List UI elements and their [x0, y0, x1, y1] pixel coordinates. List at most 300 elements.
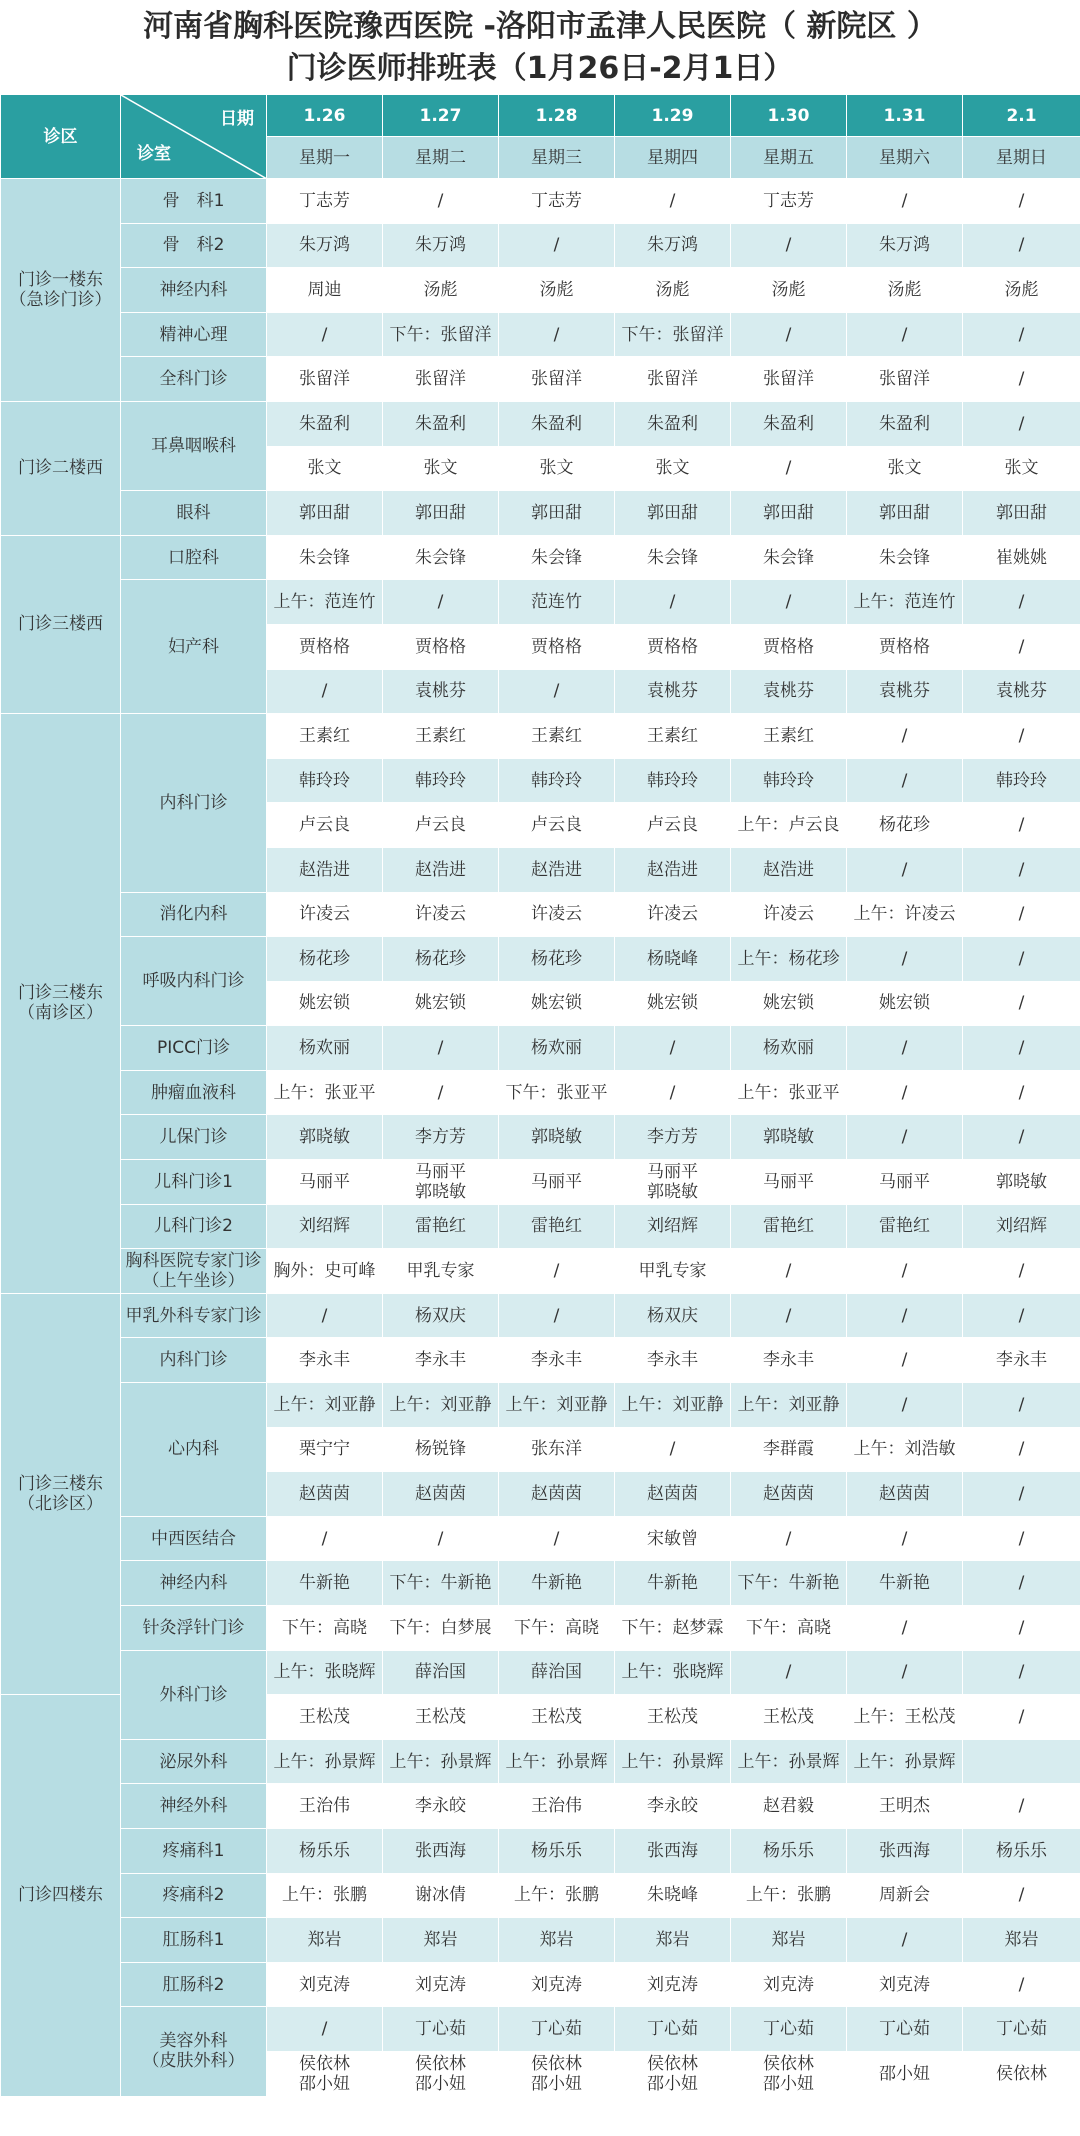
schedule-cell: 马丽平 — [731, 1160, 847, 1205]
schedule-cell: 王松茂 — [383, 1695, 499, 1740]
table-row — [1, 1962, 1080, 2007]
schedule-cell: 上午：张鹏 — [499, 1873, 615, 1918]
schedule-cell: 郭晓敏 — [499, 1115, 615, 1160]
schedule-cell: 丁心茹 — [963, 2007, 1080, 2052]
schedule-cell: 杨晓峰 — [615, 937, 731, 982]
schedule-cell: 下午：高晓 — [499, 1606, 615, 1651]
table-row — [1, 1070, 1080, 1115]
schedule-cell: 杨乐乐 — [499, 1828, 615, 1873]
zone-label: 门诊三楼西 — [1, 535, 121, 713]
schedule-cell: 赵浩进 — [615, 847, 731, 892]
schedule-cell: 朱盈利 — [615, 401, 731, 446]
table-row — [1, 937, 1080, 982]
schedule-cell: 朱会锋 — [499, 535, 615, 580]
department-label: 内科门诊 — [121, 1338, 267, 1383]
date-axis-label: 日期 — [220, 109, 254, 129]
schedule-cell: / — [963, 1962, 1080, 2007]
table-row — [1, 535, 1080, 580]
schedule-cell: 李永皎 — [383, 1784, 499, 1829]
schedule-cell: 汤彪 — [499, 268, 615, 313]
schedule-cell: / — [731, 446, 847, 491]
schedule-cell: 汤彪 — [847, 268, 963, 313]
schedule-cell: 上午：刘亚静 — [615, 1383, 731, 1428]
schedule-cell: 朱万鸿 — [847, 223, 963, 268]
schedule-cell: 郑岩 — [963, 1918, 1080, 1963]
schedule-cell: 卢云良 — [499, 803, 615, 848]
table-row — [1, 268, 1080, 313]
schedule-cell: 姚宏锁 — [499, 981, 615, 1026]
schedule-cell: 赵茵茵 — [615, 1472, 731, 1517]
table-row — [1, 1561, 1080, 1606]
schedule-cell: 甲乳专家 — [615, 1249, 731, 1294]
schedule-cell: 韩玲玲 — [267, 758, 383, 803]
schedule-cell: 上午：刘亚静 — [383, 1383, 499, 1428]
schedule-cell: 范连竹 — [499, 580, 615, 625]
schedule-cell: 栗宁宁 — [267, 1427, 383, 1472]
zone-label: 门诊二楼西 — [1, 401, 121, 535]
schedule-cell: 雷艳红 — [499, 1204, 615, 1249]
schedule-cell: 郑岩 — [267, 1918, 383, 1963]
schedule-cell: 王明杰 — [847, 1784, 963, 1829]
schedule-cell: 牛新艳 — [847, 1561, 963, 1606]
zone-label: 门诊三楼东 （北诊区） — [1, 1293, 121, 1694]
table-row — [1, 1204, 1080, 1249]
schedule-cell: / — [963, 1472, 1080, 1517]
schedule-cell: 丁心茹 — [847, 2007, 963, 2052]
room-axis-label: 诊室 — [137, 144, 171, 164]
schedule-cell: 李永丰 — [383, 1338, 499, 1383]
table-row — [1, 1606, 1080, 1651]
schedule-cell: 张文 — [383, 446, 499, 491]
schedule-cell: 李永丰 — [731, 1338, 847, 1383]
schedule-cell: 上午：孙景辉 — [267, 1739, 383, 1784]
schedule-cell: 赵浩进 — [731, 847, 847, 892]
schedule-cell: 杨双庆 — [615, 1293, 731, 1338]
schedule-cell: 姚宏锁 — [615, 981, 731, 1026]
schedule-cell: 袁桃芬 — [963, 669, 1080, 714]
zone-label: 门诊四楼东 — [1, 1695, 121, 2096]
schedule-cell: 郑岩 — [731, 1918, 847, 1963]
department-label: 儿科门诊1 — [121, 1160, 267, 1205]
schedule-cell: / — [731, 580, 847, 625]
schedule-cell: 汤彪 — [731, 268, 847, 313]
schedule-cell: / — [267, 1516, 383, 1561]
schedule-cell: 丁志芳 — [499, 179, 615, 224]
schedule-cell: 上午：卢云良 — [731, 803, 847, 848]
schedule-cell: 杨花珍 — [267, 937, 383, 982]
schedule-cell: 韩玲玲 — [499, 758, 615, 803]
schedule-cell: / — [963, 1606, 1080, 1651]
schedule-cell: 上午：范连竹 — [267, 580, 383, 625]
table-row — [1, 223, 1080, 268]
schedule-cell: 马丽平 郭晓敏 — [615, 1160, 731, 1205]
schedule-cell: 贾格格 — [383, 624, 499, 669]
schedule-cell: / — [267, 312, 383, 357]
schedule-cell: 袁桃芬 — [383, 669, 499, 714]
schedule-cell: / — [383, 1026, 499, 1071]
weekday-header: 星期六 — [847, 137, 963, 179]
department-label: 眼科 — [121, 491, 267, 536]
schedule-cell: / — [963, 1026, 1080, 1071]
schedule-cell: 王松茂 — [731, 1695, 847, 1740]
schedule-cell: 上午：张晓辉 — [267, 1650, 383, 1695]
schedule-cell: 张留洋 — [267, 357, 383, 402]
schedule-cell: 王素红 — [499, 714, 615, 759]
title-line-1: 河南省胸科医院豫西医院 -洛阳市孟津人民医院（ 新院区 ） — [143, 9, 937, 44]
zone-label: 门诊三楼东 （南诊区） — [1, 714, 121, 1294]
schedule-cell: / — [963, 223, 1080, 268]
schedule-cell: 薛治国 — [499, 1650, 615, 1695]
schedule-cell: 朱会锋 — [383, 535, 499, 580]
schedule-cell: 许凌云 — [499, 892, 615, 937]
schedule-cell: 刘绍辉 — [615, 1204, 731, 1249]
table-row — [1, 1918, 1080, 1963]
schedule-cell: / — [963, 1383, 1080, 1428]
date-header: 2.1 — [963, 95, 1080, 137]
schedule-cell: 卢云良 — [267, 803, 383, 848]
schedule-cell: 刘绍辉 — [963, 1204, 1080, 1249]
schedule-cell: 刘克涛 — [615, 1962, 731, 2007]
schedule-cell: / — [847, 937, 963, 982]
schedule-cell: 薛治国 — [383, 1650, 499, 1695]
department-label: 儿保门诊 — [121, 1115, 267, 1160]
schedule-cell: 姚宏锁 — [383, 981, 499, 1026]
schedule-cell: 朱盈利 — [731, 401, 847, 446]
schedule-cell: 张留洋 — [383, 357, 499, 402]
schedule-cell: 赵君毅 — [731, 1784, 847, 1829]
schedule-cell: 张留洋 — [847, 357, 963, 402]
schedule-cell: 下午：高晓 — [731, 1606, 847, 1651]
schedule-cell: 朱会锋 — [615, 535, 731, 580]
schedule-cell: 杨乐乐 — [963, 1828, 1080, 1873]
title-line-2: 门诊医师排班表（1月26日-2月1日） — [286, 51, 794, 86]
schedule-cell: 郭田甜 — [383, 491, 499, 536]
schedule-cell: 下午：白梦展 — [383, 1606, 499, 1651]
schedule-cell: / — [847, 1650, 963, 1695]
schedule-cell: 上午：刘亚静 — [499, 1383, 615, 1428]
schedule-cell: / — [847, 1918, 963, 1963]
schedule-cell: 刘克涛 — [267, 1962, 383, 2007]
schedule-cell: / — [499, 1516, 615, 1561]
schedule-cell: 张文 — [267, 446, 383, 491]
schedule-cell: / — [847, 1249, 963, 1294]
weekday-header: 星期一 — [267, 137, 383, 179]
schedule-cell: / — [731, 1516, 847, 1561]
schedule-cell: 贾格格 — [847, 624, 963, 669]
schedule-cell: 崔姚姚 — [963, 535, 1080, 580]
schedule-cell: 李永丰 — [963, 1338, 1080, 1383]
schedule-cell: / — [499, 1249, 615, 1294]
schedule-body — [1, 179, 1080, 2097]
schedule-cell: 谢冰倩 — [383, 1873, 499, 1918]
schedule-cell: 上午：张亚平 — [731, 1070, 847, 1115]
schedule-cell: 张西海 — [615, 1828, 731, 1873]
schedule-cell: 朱晓峰 — [615, 1873, 731, 1918]
department-label: 口腔科 — [121, 535, 267, 580]
schedule-cell: / — [963, 1695, 1080, 1740]
schedule-cell: 张东洋 — [499, 1427, 615, 1472]
schedule-cell: / — [963, 1561, 1080, 1606]
department-label: 疼痛科1 — [121, 1828, 267, 1873]
weekday-header: 星期四 — [615, 137, 731, 179]
schedule-cell: 赵茵茵 — [383, 1472, 499, 1517]
table-row — [1, 491, 1080, 536]
schedule-cell: 王松茂 — [615, 1695, 731, 1740]
schedule-cell: / — [847, 1026, 963, 1071]
schedule-cell: 杨欢丽 — [731, 1026, 847, 1071]
department-label: 耳鼻咽喉科 — [121, 401, 267, 490]
schedule-cell: / — [847, 714, 963, 759]
table-row — [1, 1026, 1080, 1071]
table-row — [1, 892, 1080, 937]
schedule-cell: 韩玲玲 — [383, 758, 499, 803]
schedule-cell: / — [963, 1070, 1080, 1115]
schedule-cell: 杨欢丽 — [499, 1026, 615, 1071]
schedule-cell: 上午：张鹏 — [267, 1873, 383, 1918]
schedule-cell: 郑岩 — [499, 1918, 615, 1963]
table-row — [1, 1650, 1080, 1695]
date-header: 1.28 — [499, 95, 615, 137]
table-row — [1, 1739, 1080, 1784]
schedule-cell: 侯依林 邵小妞 — [267, 2051, 383, 2096]
schedule-cell: / — [267, 669, 383, 714]
department-label: 呼吸内科门诊 — [121, 937, 267, 1026]
schedule-cell: 汤彪 — [615, 268, 731, 313]
table-row — [1, 357, 1080, 402]
schedule-cell: 韩玲玲 — [963, 758, 1080, 803]
schedule-cell: / — [963, 1249, 1080, 1294]
schedule-cell: 甲乳专家 — [383, 1249, 499, 1294]
schedule-cell: 王素红 — [383, 714, 499, 759]
schedule-cell: / — [847, 758, 963, 803]
schedule-cell: 卢云良 — [615, 803, 731, 848]
schedule-cell: 雷艳红 — [731, 1204, 847, 1249]
schedule-cell: 许凌云 — [383, 892, 499, 937]
schedule-cell: 贾格格 — [615, 624, 731, 669]
schedule-cell: 李永皎 — [615, 1784, 731, 1829]
schedule-cell: 朱盈利 — [847, 401, 963, 446]
schedule-cell: 上午：杨花珍 — [731, 937, 847, 982]
schedule-cell: 韩玲玲 — [731, 758, 847, 803]
schedule-cell: 杨双庆 — [383, 1293, 499, 1338]
schedule-cell: / — [615, 580, 731, 625]
schedule-cell: 马丽平 — [499, 1160, 615, 1205]
schedule-cell: 王治伟 — [267, 1784, 383, 1829]
page-title — [0, 0, 1080, 90]
department-label: 泌尿外科 — [121, 1739, 267, 1784]
schedule-cell: 郭田甜 — [963, 491, 1080, 536]
schedule-cell: / — [615, 1427, 731, 1472]
schedule-cell: / — [847, 179, 963, 224]
weekday-header: 星期二 — [383, 137, 499, 179]
schedule-cell: 赵茵茵 — [267, 1472, 383, 1517]
schedule-cell: / — [731, 223, 847, 268]
schedule-cell: / — [499, 1293, 615, 1338]
department-label: 肛肠科2 — [121, 1962, 267, 2007]
schedule-cell: 张留洋 — [731, 357, 847, 402]
department-label: 骨 科1 — [121, 179, 267, 224]
schedule-cell: 刘克涛 — [847, 1962, 963, 2007]
schedule-cell: 牛新艳 — [499, 1561, 615, 1606]
schedule-cell: 杨欢丽 — [267, 1026, 383, 1071]
schedule-cell: 袁桃芬 — [847, 669, 963, 714]
schedule-cell: 张西海 — [383, 1828, 499, 1873]
schedule-cell: 宋敏曾 — [615, 1516, 731, 1561]
schedule-cell: 杨锐锋 — [383, 1427, 499, 1472]
schedule-cell: 刘克涛 — [731, 1962, 847, 2007]
schedule-cell: / — [963, 981, 1080, 1026]
schedule-cell: / — [847, 312, 963, 357]
schedule-cell: 朱盈利 — [383, 401, 499, 446]
schedule-cell: 张留洋 — [615, 357, 731, 402]
schedule-cell: 牛新艳 — [267, 1561, 383, 1606]
schedule-cell: / — [499, 669, 615, 714]
schedule-cell: 赵浩进 — [267, 847, 383, 892]
schedule-cell: / — [267, 2007, 383, 2052]
schedule-cell: 王松茂 — [267, 1695, 383, 1740]
schedule-cell: / — [847, 847, 963, 892]
schedule-cell: 赵浩进 — [383, 847, 499, 892]
schedule-cell: 韩玲玲 — [615, 758, 731, 803]
schedule-cell: 刘绍辉 — [267, 1204, 383, 1249]
schedule-cell: / — [847, 1606, 963, 1651]
schedule-cell: 雷艳红 — [847, 1204, 963, 1249]
schedule-cell: 王素红 — [615, 714, 731, 759]
schedule-cell: / — [847, 1516, 963, 1561]
schedule-cell: 侯依林 — [963, 2051, 1080, 2096]
schedule-cell: 下午：张亚平 — [499, 1070, 615, 1115]
schedule-cell: / — [963, 624, 1080, 669]
schedule-cell: / — [615, 1026, 731, 1071]
weekday-header: 星期三 — [499, 137, 615, 179]
schedule-cell: 丁志芳 — [267, 179, 383, 224]
schedule-cell: 邵小妞 — [847, 2051, 963, 2096]
schedule-cell: 郑岩 — [615, 1918, 731, 1963]
schedule-cell: 上午：孙景辉 — [731, 1739, 847, 1784]
schedule-cell: 姚宏锁 — [731, 981, 847, 1026]
schedule-cell: / — [963, 803, 1080, 848]
schedule-cell: 丁心茹 — [499, 2007, 615, 2052]
schedule-cell: 上午：刘浩敏 — [847, 1427, 963, 1472]
table-row — [1, 1338, 1080, 1383]
schedule-cell: 赵茵茵 — [731, 1472, 847, 1517]
schedule-cell: 上午：刘亚静 — [731, 1383, 847, 1428]
table-row — [1, 401, 1080, 446]
table-row — [1, 179, 1080, 224]
schedule-cell: / — [963, 937, 1080, 982]
schedule-cell: 下午：高晓 — [267, 1606, 383, 1651]
schedule-cell: 张文 — [963, 446, 1080, 491]
department-label: 神经内科 — [121, 268, 267, 313]
schedule-cell: 朱万鸿 — [267, 223, 383, 268]
schedule-cell: 上午：许凌云 — [847, 892, 963, 937]
schedule-cell: / — [615, 179, 731, 224]
schedule-cell: / — [963, 1784, 1080, 1829]
schedule-cell: 上午：刘亚静 — [267, 1383, 383, 1428]
date-header: 1.26 — [267, 95, 383, 137]
schedule-cell: 汤彪 — [383, 268, 499, 313]
schedule-cell: 下午：牛新艳 — [383, 1561, 499, 1606]
table-row — [1, 1160, 1080, 1205]
schedule-cell: / — [847, 1115, 963, 1160]
schedule-cell: / — [963, 312, 1080, 357]
schedule-cell: 朱会锋 — [731, 535, 847, 580]
schedule-cell: / — [847, 1293, 963, 1338]
date-header: 1.29 — [615, 95, 731, 137]
department-label: 美容外科 （皮肤外科） — [121, 2007, 267, 2096]
schedule-cell: 赵茵茵 — [847, 1472, 963, 1517]
schedule-cell: 李永丰 — [499, 1338, 615, 1383]
schedule-cell: 下午：张留洋 — [615, 312, 731, 357]
table-row — [1, 2007, 1080, 2052]
schedule-cell: 上午：张晓辉 — [615, 1650, 731, 1695]
schedule-cell: 张文 — [615, 446, 731, 491]
schedule-cell: / — [383, 1070, 499, 1115]
weekday-header: 星期五 — [731, 137, 847, 179]
schedule-cell: / — [731, 1293, 847, 1338]
schedule-cell: 杨花珍 — [383, 937, 499, 982]
schedule-cell: 丁志芳 — [731, 179, 847, 224]
schedule-cell: 李方芳 — [615, 1115, 731, 1160]
table-row — [1, 1828, 1080, 1873]
schedule-cell: 李永丰 — [615, 1338, 731, 1383]
schedule-cell: / — [731, 1650, 847, 1695]
schedule-cell: / — [963, 1293, 1080, 1338]
schedule-cell: 侯依林 邵小妞 — [383, 2051, 499, 2096]
department-label: 甲乳外科专家门诊 — [121, 1293, 267, 1338]
date-header: 1.27 — [383, 95, 499, 137]
schedule-cell: / — [963, 179, 1080, 224]
schedule-cell: 王治伟 — [499, 1784, 615, 1829]
table-row — [1, 1293, 1080, 1338]
schedule-cell: 下午：张留洋 — [383, 312, 499, 357]
schedule-cell: 赵茵茵 — [499, 1472, 615, 1517]
schedule-cell: / — [963, 401, 1080, 446]
schedule-cell: 李永丰 — [267, 1338, 383, 1383]
schedule-cell: 张留洋 — [499, 357, 615, 402]
table-row — [1, 1784, 1080, 1829]
schedule-cell: 周迪 — [267, 268, 383, 313]
schedule-cell: 杨花珍 — [499, 937, 615, 982]
schedule-cell: 上午：王松茂 — [847, 1695, 963, 1740]
date-header: 1.31 — [847, 95, 963, 137]
schedule-cell: / — [963, 892, 1080, 937]
schedule-cell: / — [963, 357, 1080, 402]
schedule-cell: 郭田甜 — [731, 491, 847, 536]
schedule-cell: 贾格格 — [499, 624, 615, 669]
schedule-cell: 刘克涛 — [499, 1962, 615, 2007]
table-row — [1, 312, 1080, 357]
schedule-cell: 丁心茹 — [383, 2007, 499, 2052]
schedule-cell: 侯依林 邵小妞 — [731, 2051, 847, 2096]
schedule-cell: 姚宏锁 — [267, 981, 383, 1026]
schedule-cell: 上午：孙景辉 — [615, 1739, 731, 1784]
schedule-cell: 张文 — [499, 446, 615, 491]
schedule-cell: 王松茂 — [499, 1695, 615, 1740]
schedule-cell: 贾格格 — [731, 624, 847, 669]
schedule-cell: 卢云良 — [383, 803, 499, 848]
schedule-cell: 汤彪 — [963, 268, 1080, 313]
schedule-cell: 贾格格 — [267, 624, 383, 669]
schedule-cell: / — [963, 1427, 1080, 1472]
schedule-cell: / — [499, 223, 615, 268]
department-label: 针灸浮针门诊 — [121, 1606, 267, 1651]
schedule-cell: 郭晓敏 — [731, 1115, 847, 1160]
schedule-cell: 刘克涛 — [383, 1962, 499, 2007]
schedule-cell: 王素红 — [267, 714, 383, 759]
schedule-cell: 上午：孙景辉 — [499, 1739, 615, 1784]
schedule-cell: 赵浩进 — [499, 847, 615, 892]
